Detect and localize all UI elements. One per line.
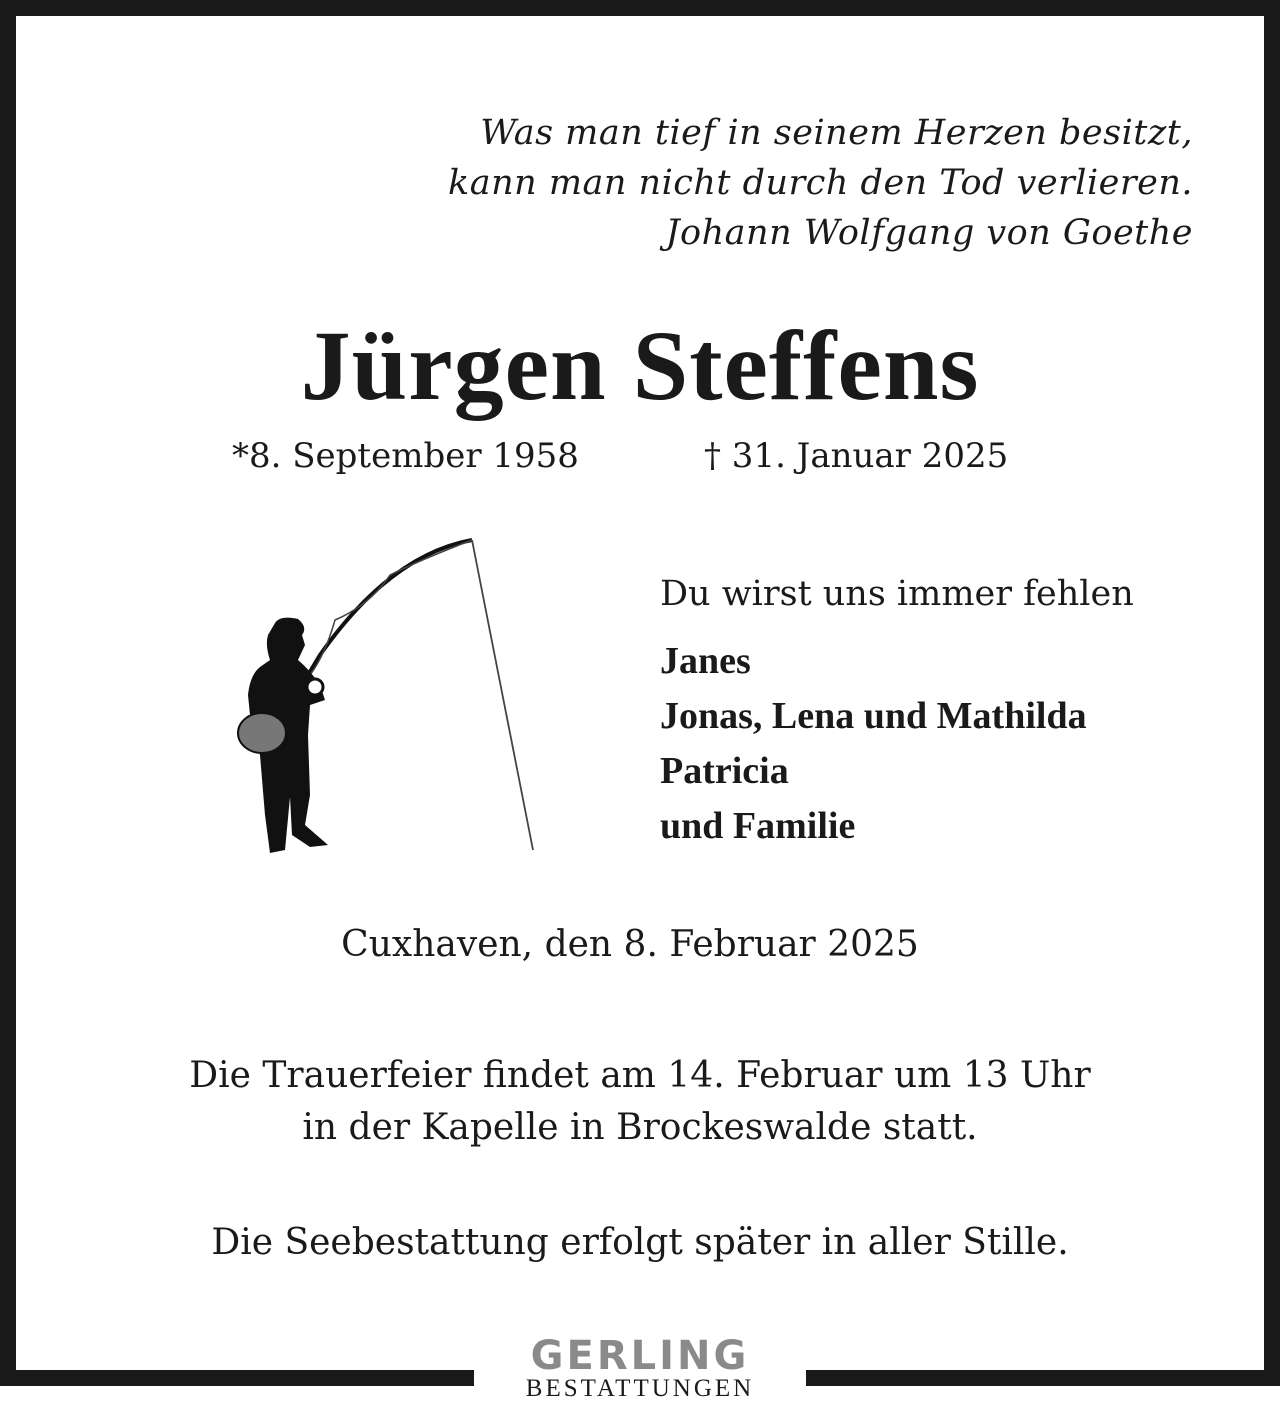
funeral-home-logo [474,1335,806,1401]
family-name: Jonas, Lena und Mathilda [660,695,1087,737]
border-bottom-right [806,1370,1280,1386]
fisherman-illustration [230,535,550,865]
border-right [1264,0,1280,1386]
death-date: † 31. Januar 2025 [704,436,1009,476]
ceremony-info [0,1050,1280,1154]
ceremony-line: in der Kapelle in Brockeswalde statt. [302,1107,978,1148]
birth-date: *8. September 1958 [232,436,579,476]
border-top [0,0,1280,16]
family-lead: Du wirst uns immer fehlen [660,574,1134,614]
quote-author: Johann Wolfgang von Goethe [665,213,1193,253]
place-date-text: Cuxhaven, den 8. Februar 2025 [341,924,919,965]
family-name: Patricia [660,750,789,792]
logo-subtitle: BESTATTUNGEN [525,1375,755,1402]
logo-name: GERLING [530,1333,750,1379]
family-name: und Familie [660,805,856,847]
border-left [0,0,16,1386]
ceremony-line: Die Trauerfeier findet am 14. Februar um 13 Uhr [189,1055,1091,1096]
family-section [660,574,1134,854]
quote-line: Was man tief in seinem Herzen besitzt, [480,113,1193,153]
border-bottom-left [0,1370,474,1386]
quote-line: kann man nicht durch den Tod verlieren. [448,163,1193,203]
burial-info: Die Seebestattung erfolgt später in aller Stille. [211,1222,1069,1263]
quote [448,108,1193,258]
family-name: Janes [660,640,751,682]
deceased-name: Jürgen Steffens [300,310,980,421]
place-date [0,924,1280,965]
